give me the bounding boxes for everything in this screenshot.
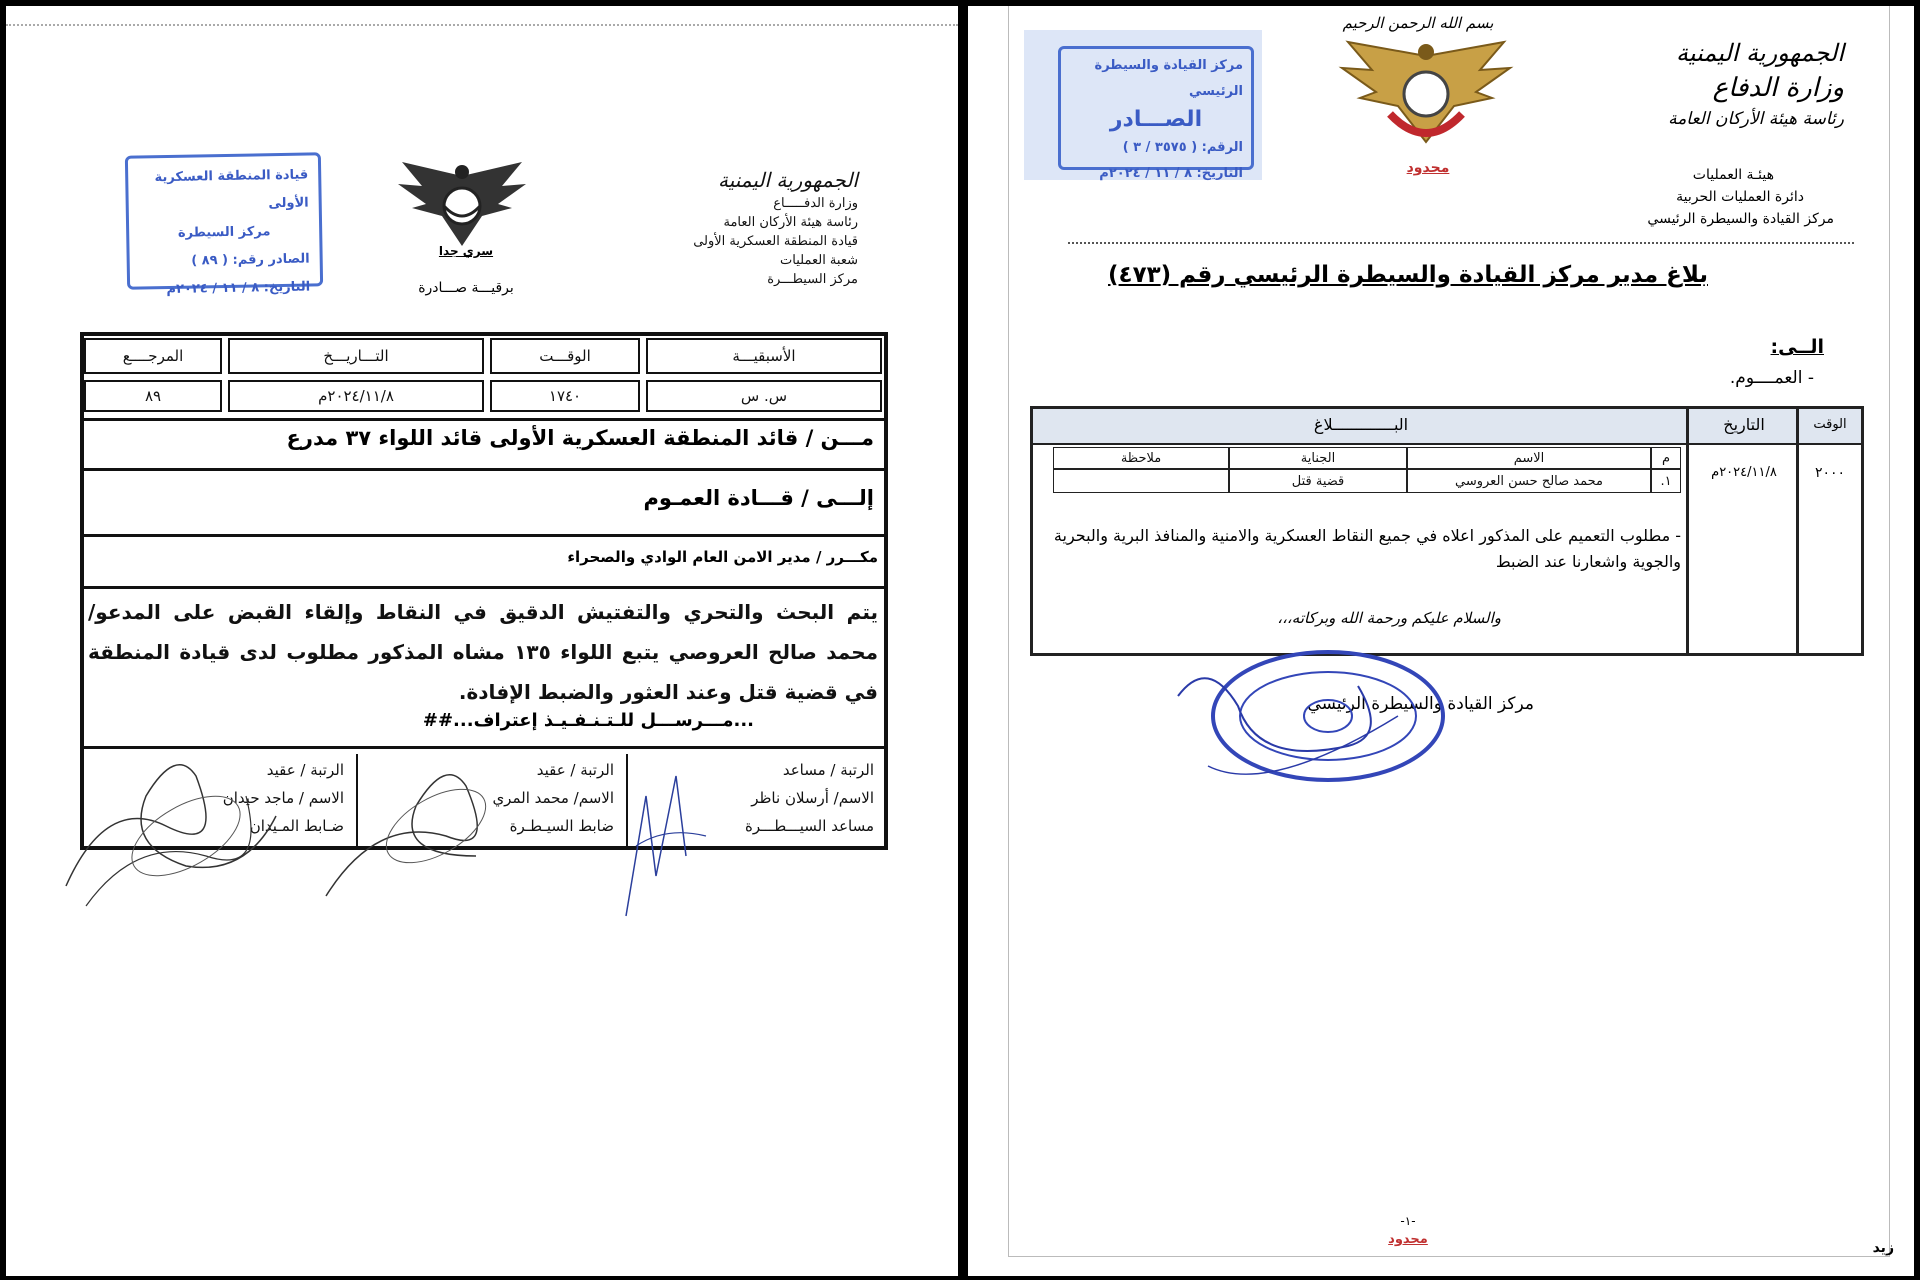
inner-cell-crime: قضية قتل	[1229, 469, 1407, 493]
inner-header-crime: الجناية	[1229, 447, 1407, 469]
handwritten-signatures	[46, 736, 746, 936]
closing-line: ...مـــرســـل للـتـنـفـيـذ إعتراف...##	[422, 710, 754, 731]
signatory-name: الاسم/ أرسلان ناظر	[751, 789, 874, 807]
value-date: ٢٠٢٤/١١/٨م	[228, 380, 484, 412]
instruction-text: - مطلوب التعميم على المذكور اعلاه في جميع النقاط العسكرية والامنية والمنافذ البرية والبحرية والجوية واشعارنا عند الضبط	[1053, 526, 1681, 571]
stamp-line: التاريخ: ٨ / ١١ / ٢٠٢٤م	[1099, 166, 1243, 181]
signatory-rank: الرتبة / مساعد	[782, 761, 874, 779]
stamp-line: مركز السيطرة	[177, 224, 271, 241]
stamp-line: التاريخ: ٨ / ١١ / ٢٠٢٤م	[166, 279, 311, 298]
value-reference: ٨٩	[84, 380, 222, 412]
header-line: الجمهورية اليمنية	[1675, 39, 1844, 67]
signatory-title: مساعد السيـــطـــرة	[744, 817, 874, 835]
right-header	[1584, 36, 1844, 132]
inner-cell-no: ١.	[1651, 469, 1681, 493]
value-time: ١٧٤٠	[490, 380, 640, 412]
eagle-emblem-icon	[392, 156, 532, 256]
header-line: قيادة المنطقة العسكرية الأولى	[693, 234, 858, 249]
outgoing-stamp	[125, 152, 323, 298]
from-line: مـــن / قائد المنطقة العسكرية الأولى قائد اللواء ٣٧ مدرع	[286, 426, 874, 450]
header-time: الوقـــت	[490, 338, 640, 374]
stamp-line: الرقم: ( ٣٥٧٥ / ٣ )	[1122, 140, 1243, 155]
header-report: البـــــــــــــلاغ	[1313, 415, 1409, 434]
report-table	[1030, 406, 1864, 656]
left-header	[598, 166, 858, 289]
greeting: والسلام عليكم ورحمة الله وبركاته،،،	[1277, 609, 1501, 627]
right-subheader	[1574, 164, 1834, 230]
header-date: التاريخ	[1723, 415, 1765, 434]
classification-label: سري جدا	[438, 244, 494, 258]
header-line: رئاسة هيئة الأركان العامة	[723, 215, 858, 230]
restriction-label-bottom: محدود	[1388, 1232, 1428, 1247]
official-seal	[1148, 646, 1468, 806]
cc-label: مكـــرر /	[815, 548, 878, 566]
page-number: -١-	[1400, 1214, 1416, 1228]
inner-header-note: ملاحظة	[1053, 447, 1229, 469]
restriction-label-top: محدود	[1406, 160, 1450, 176]
message-body: يتم البحث والتحري والتفتيش الدقيق في النقاط وإلقاء القبض على المدعو/ محمد صالح العروصي يتبع اللواء ١٣٥ مشاه المذكور مطلوب لدى قيادة المنطقة في قضية قتل وعند العثور والضبط الإفادة.	[88, 600, 878, 704]
outgoing-stamp	[1058, 46, 1254, 181]
header-line: رئاسة هيئة الأركان العامة	[1668, 109, 1844, 129]
header-line: الجمهورية اليمنية	[717, 168, 858, 192]
right-document	[968, 6, 1914, 1276]
value-time: ٢٠٠٠	[1814, 465, 1846, 481]
cc-text: مدير الامن العام الوادي والصحراء	[567, 548, 811, 566]
header-line: وزارة الدفـــــاع	[773, 196, 858, 211]
report-title: بلاغ مدير مركز القيادة والسيطرة الرئيسي رقم (٤٧٣)	[1108, 262, 1708, 288]
signatory-rank: الرتبة / عقيد	[266, 761, 344, 779]
header-time: الوقت	[1813, 417, 1847, 432]
inner-cell-name: محمد صالح حسن العروسي	[1407, 469, 1651, 493]
signatory-title: ضابط السيـطـرة	[509, 817, 614, 835]
subheader-line: هيئـة العمليات	[1692, 167, 1774, 183]
signature-text: مركز القيادة والسيطرة الرئيسي	[1307, 694, 1534, 714]
inner-header-name: الاسم	[1407, 447, 1651, 469]
header-line: شعبة العمليات	[780, 253, 858, 268]
stamp-line: مركز القيادة والسيطرة الرئيسي	[1094, 58, 1243, 99]
header-divider	[1068, 242, 1854, 244]
signatory-name: الاسم/ محمد المري	[492, 789, 614, 807]
to-value: - العمــــوم.	[1729, 368, 1814, 388]
to-line: إلـــى / قـــادة العمـوم	[643, 486, 874, 510]
subheader-line: دائرة العمليات الحربية	[1676, 189, 1804, 205]
dotted-divider	[6, 24, 958, 26]
cc-line	[88, 548, 878, 566]
signatory-title: ضـابط المـيدان	[249, 817, 344, 835]
stamp-line: الصـــادر	[1109, 107, 1203, 132]
header-precedence: الأسبقيـــة	[646, 338, 882, 374]
value-date: ٢٠٢٤/١١/٨م	[1711, 465, 1777, 480]
value-precedence: س. س	[646, 380, 882, 412]
stamp-line: قيادة المنطقة العسكرية الأولى	[154, 167, 309, 212]
header-reference: المرجــــع	[84, 338, 222, 374]
header-line: مركز السيطـــرة	[767, 272, 858, 287]
to-label: الــى:	[1770, 336, 1824, 358]
signatory-rank: الرتبة / عقيد	[536, 761, 614, 779]
footer-initials: زيد	[1872, 1240, 1894, 1256]
left-document	[6, 6, 958, 1276]
inner-cell-note	[1053, 469, 1229, 493]
header-line: وزارة الدفاع	[1712, 73, 1844, 103]
document-type: برقيـــة صـــادرة	[418, 280, 514, 296]
inner-header-no: م	[1651, 447, 1681, 469]
eagle-emblem-icon	[1336, 34, 1516, 154]
subheader-line: مركز القيادة والسيطرة الرئيسي	[1647, 211, 1834, 227]
basmala: بسم الله الرحمن الرحيم	[1342, 14, 1494, 32]
signatory-name: الاسم / ماجد حيدان	[222, 789, 344, 807]
stamp-line: الصادر رقم: ( ٨٩ )	[191, 251, 310, 269]
header-date: التـــاريـــخ	[228, 338, 484, 374]
